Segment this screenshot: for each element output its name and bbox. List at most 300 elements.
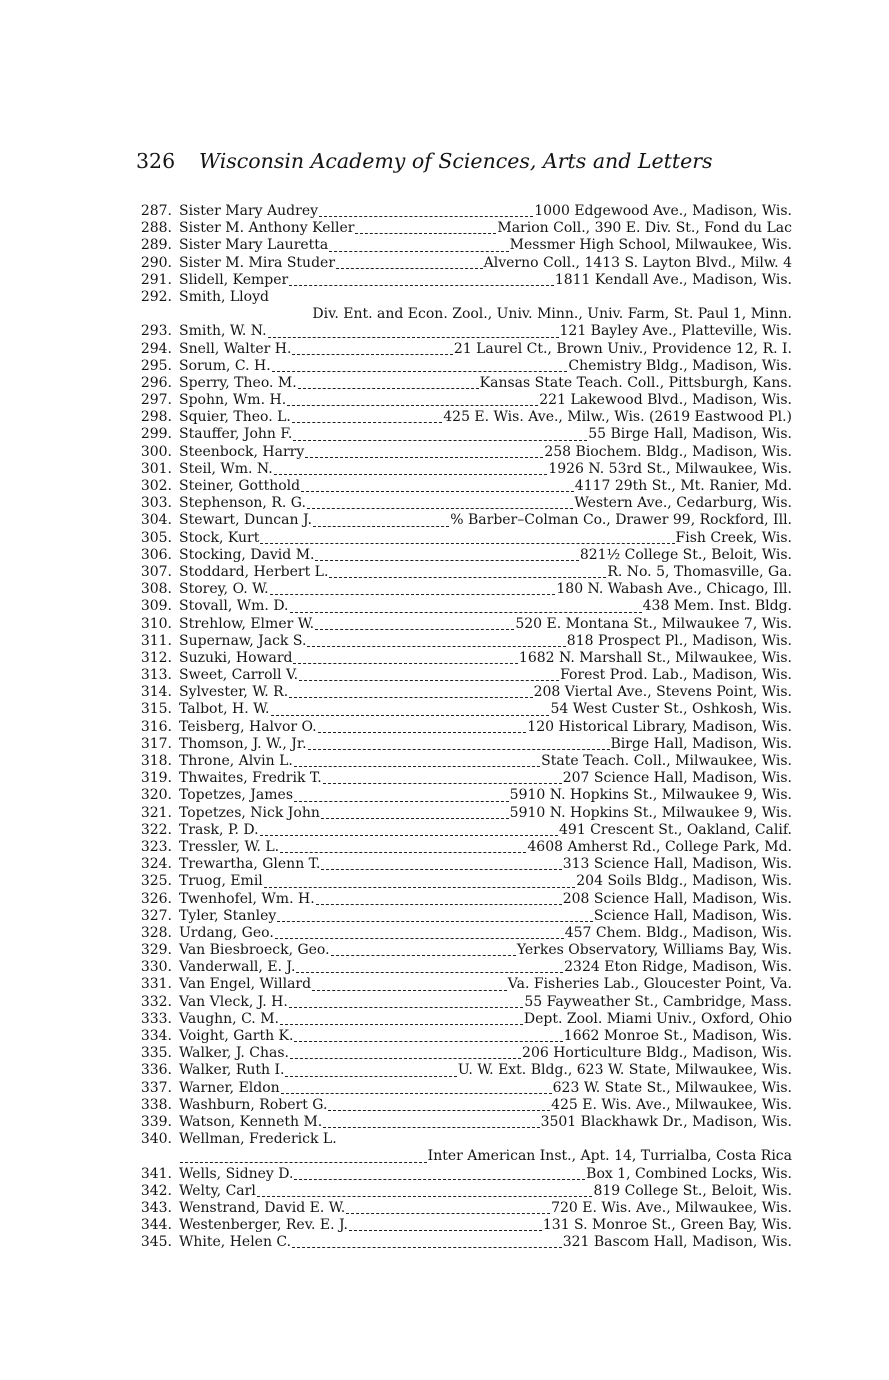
dot-leader [328, 1097, 550, 1114]
list-item [136, 822, 792, 839]
list-item [136, 289, 792, 323]
member-address: Chemistry Bldg., Madison, Wis. [568, 357, 792, 374]
member-address: 321 Bascom Hall, Madison, Wis. [562, 1234, 792, 1251]
member-name: Steil, Wm. N. [179, 460, 273, 477]
member-address: Kansas State Teach. Coll., Pittsburgh, Kans. [479, 374, 792, 391]
entry-line [179, 1114, 792, 1131]
member-name: Twenhofel, Wm. H. [179, 890, 315, 907]
member-name: Spohn, Wm. H. [179, 392, 287, 409]
entry-line [204, 306, 792, 323]
member-address: 120 Historical Library, Madison, Wis. [527, 718, 792, 735]
member-address: 206 Horticulture Bldg., Madison, Wis. [522, 1045, 792, 1062]
list-item [136, 426, 792, 443]
dot-leader [293, 650, 517, 667]
member-name: Squier, Theo. L. [179, 409, 291, 426]
entry-number: 321. [140, 804, 172, 821]
member-name: Urdang, Geo. [179, 924, 274, 941]
member-address: 720 E. Wis. Ave., Milwaukee, Wis. [551, 1199, 792, 1216]
entry-number: 299. [140, 426, 172, 443]
member-address: 819 College St., Beloit, Wis. [593, 1182, 792, 1199]
list-item [136, 650, 792, 667]
entry-number: 336. [140, 1062, 172, 1079]
member-address: 180 N. Wabash Ave., Chicago, Ill. [556, 581, 792, 598]
dot-leader [346, 1200, 550, 1217]
member-address: 1682 N. Marshall St., Milwaukee, Wis. [518, 649, 792, 666]
entry-number: 308. [140, 581, 172, 598]
entry-number: 322. [140, 821, 172, 838]
entry-number: 296. [140, 374, 172, 391]
entry-number: 300. [140, 443, 172, 460]
member-name: Throne, Alvin L. [179, 753, 293, 770]
list-item [136, 753, 792, 770]
member-name: Thomson, J. W., Jr. [179, 735, 307, 752]
list-item [136, 392, 792, 409]
dot-leader [277, 908, 593, 925]
dot-leader [294, 787, 509, 804]
entry-line [179, 461, 792, 478]
dot-leader [349, 1217, 542, 1234]
entry-line [179, 1183, 792, 1200]
member-name: Stock, Kurt [179, 529, 260, 546]
entry-line [179, 237, 792, 254]
member-address: 1926 N. 53rd St., Milwaukee, Wis. [548, 460, 792, 477]
dot-leader [298, 375, 479, 392]
entry-line [179, 289, 792, 306]
list-item [136, 1097, 792, 1114]
member-name: Tyler, Stanley [179, 907, 277, 924]
dot-leader [315, 616, 514, 633]
entry-line [179, 1200, 792, 1217]
member-name: Wells, Sidney D. [179, 1165, 294, 1182]
entry-number: 293. [140, 323, 172, 340]
entry-line [179, 220, 792, 237]
member-name: Vaughn, C. M. [179, 1010, 279, 1027]
entry-line [179, 976, 792, 993]
member-address: 1000 Edgewood Ave., Madison, Wis. [534, 203, 792, 219]
member-name: Steenbock, Harry [179, 443, 305, 460]
entry-number: 339. [140, 1113, 172, 1130]
entry-number: 288. [140, 220, 172, 237]
entry-number: 337. [140, 1079, 172, 1096]
member-name: Storey, O. W. [179, 581, 269, 598]
dot-leader [307, 495, 573, 512]
dot-leader [319, 203, 533, 220]
dot-leader [290, 1045, 521, 1062]
dot-leader [292, 409, 442, 426]
member-name: Stauffer, John F. [179, 426, 293, 443]
entry-number: 314. [140, 684, 172, 701]
member-name: Washburn, Robert G. [179, 1096, 328, 1113]
entry-number: 344. [140, 1217, 172, 1234]
entry-number: 292. [140, 288, 172, 305]
member-name: Tressler, W. L. [179, 838, 280, 855]
list-item [136, 1045, 792, 1062]
list-item [136, 598, 792, 615]
dot-leader [294, 1028, 562, 1045]
entry-line [179, 805, 792, 822]
member-address: 623 W. State St., Milwaukee, Wis. [552, 1079, 792, 1096]
list-item [136, 994, 792, 1011]
member-name: Warner, Eldon [179, 1079, 280, 1096]
list-item [136, 375, 792, 392]
list-item [136, 203, 792, 220]
dot-leader [312, 976, 507, 993]
dot-leader [274, 461, 548, 478]
dot-leader [296, 959, 563, 976]
list-item [136, 787, 792, 804]
entry-line [179, 1131, 792, 1148]
entry-line [179, 1028, 792, 1045]
member-name: Westenberger, Rev. E. J. [179, 1217, 348, 1234]
member-address: Forest Prod. Lab., Madison, Wis. [560, 667, 792, 684]
member-name: Wenstrand, David E. W. [179, 1199, 346, 1216]
member-name: Watson, Kenneth M. [179, 1113, 323, 1130]
list-item [136, 1217, 792, 1234]
dot-leader [289, 684, 532, 701]
member-address: 5910 N. Hopkins St., Milwaukee 9, Wis. [509, 804, 792, 821]
entry-number: 333. [140, 1010, 172, 1027]
entry-line [179, 1011, 792, 1028]
member-address: 55 Birge Hall, Madison, Wis. [588, 426, 792, 443]
entry-line [179, 375, 792, 392]
list-item [136, 1200, 792, 1217]
list-item [136, 908, 792, 925]
entry-line [179, 547, 792, 564]
dot-leader [313, 512, 449, 529]
member-name: Sweet, Carroll V. [179, 667, 299, 684]
member-address: 425 E. Wis. Ave., Milwaukee, Wis. [551, 1096, 792, 1113]
dot-leader [329, 564, 606, 581]
entry-line [179, 444, 792, 461]
entry-number: 295. [140, 357, 172, 374]
entry-line [179, 426, 792, 443]
list-item [136, 925, 792, 942]
member-address: 207 Science Hall, Madison, Wis. [562, 770, 792, 787]
list-item [136, 1166, 792, 1183]
list-item [136, 1080, 792, 1097]
list-item [136, 770, 792, 787]
member-list [136, 203, 792, 1251]
member-name: Strehlow, Elmer W. [179, 615, 315, 632]
list-item [136, 1183, 792, 1200]
entry-line [179, 736, 792, 753]
entry-line [179, 341, 792, 358]
list-item [136, 1062, 792, 1079]
dot-leader [290, 598, 642, 615]
entry-line [179, 203, 792, 220]
member-address: State Teach. Coll., Milwaukee, Wis. [541, 753, 792, 770]
member-address: 121 Bayley Ave., Platteville, Wis. [559, 323, 792, 340]
member-name: Vanderwall, E. J. [179, 959, 296, 976]
entry-number: 312. [140, 649, 172, 666]
member-name: Welty, Carl [179, 1182, 256, 1199]
entry-line [179, 1080, 792, 1097]
list-item [136, 959, 792, 976]
entry-line [179, 1166, 792, 1183]
member-address: 131 S. Monroe St., Green Bay, Wis. [542, 1217, 792, 1234]
list-item [136, 272, 792, 289]
entry-line [179, 770, 792, 787]
member-address: 4608 Amherst Rd., College Park, Md. [527, 838, 792, 855]
list-item [136, 805, 792, 822]
dot-leader [257, 1183, 593, 1200]
entry-line [179, 581, 792, 598]
member-address: 5910 N. Hopkins St., Milwaukee 9, Wis. [509, 787, 792, 804]
member-address: % Barber–Colman Co., Drawer 99, Rockford, Ill. [450, 512, 792, 529]
entry-line [179, 1062, 792, 1079]
member-name: Sylvester, W. R. [179, 684, 289, 701]
entry-number: 311. [140, 632, 172, 649]
list-item [136, 530, 792, 547]
entry-line [179, 787, 792, 804]
list-item [136, 736, 792, 753]
member-address: 54 West Custer St., Oshkosh, Wis. [550, 701, 792, 718]
entry-line [179, 323, 792, 340]
dot-leader [294, 753, 540, 770]
dot-leader [315, 547, 578, 564]
member-address: Science Hall, Madison, Wis. [593, 907, 792, 924]
entry-number: 304. [140, 512, 172, 529]
entry-number: 301. [140, 460, 172, 477]
list-item [136, 942, 792, 959]
entry-line [179, 908, 792, 925]
member-address: 258 Biochem. Bldg., Madison, Wis. [544, 443, 792, 460]
list-item [136, 1114, 792, 1131]
member-address: 457 Chem. Bldg., Madison, Wis. [564, 924, 792, 941]
entry-number: 332. [140, 993, 172, 1010]
entry-number: 320. [140, 787, 172, 804]
list-item [136, 976, 792, 993]
entry-number: 327. [140, 907, 172, 924]
list-item [136, 220, 792, 237]
entry-number: 345. [140, 1234, 172, 1251]
dot-leader [285, 1062, 456, 1079]
member-address: 208 Science Hall, Madison, Wis. [562, 890, 792, 907]
list-item [136, 547, 792, 564]
member-name: Smith, Lloyd [179, 288, 269, 305]
member-address: 520 E. Montana St., Milwaukee 7, Wis. [515, 615, 792, 632]
dot-leader [289, 994, 524, 1011]
entry-line [179, 701, 792, 718]
entry-number: 303. [140, 495, 172, 512]
list-item [136, 444, 792, 461]
dot-leader [287, 392, 538, 409]
member-name: Sister M. Anthony Keller [179, 220, 355, 237]
dot-leader [329, 237, 508, 254]
member-address: Dept. Zool. Miami Univ., Oxford, Ohio [523, 1010, 792, 1027]
member-name: Teisberg, Halvor O. [179, 718, 317, 735]
dot-leader [271, 701, 550, 718]
entry-number: 287. [140, 203, 172, 219]
member-name: Smith, W. N. [179, 323, 267, 340]
entry-line [179, 616, 792, 633]
entry-number: 319. [140, 770, 172, 787]
list-item [136, 616, 792, 633]
member-name: Thwaites, Fredrik T. [179, 770, 322, 787]
list-item [136, 667, 792, 684]
list-item [136, 1028, 792, 1045]
list-item [136, 1131, 792, 1165]
member-name: Wellman, Frederick L. [179, 1131, 337, 1148]
dot-leader [260, 822, 558, 839]
member-address: 313 Science Hall, Madison, Wis. [562, 856, 792, 873]
entry-line [179, 564, 792, 581]
member-name: Van Vleck, J. H. [179, 993, 288, 1010]
entry-line [179, 530, 792, 547]
page-number: 326 [136, 149, 176, 173]
list-item [136, 461, 792, 478]
member-address: 21 Laurel Ct., Brown Univ., Providence 12, R. I. [453, 340, 792, 357]
entry-line [179, 478, 792, 495]
entry-number: 307. [140, 563, 172, 580]
dot-leader [292, 341, 452, 358]
entry-number: 343. [140, 1199, 172, 1216]
member-name: Voight, Garth K. [179, 1028, 294, 1045]
member-address: 438 Mem. Inst. Bldg. [642, 598, 792, 615]
list-item [136, 323, 792, 340]
dot-leader [264, 873, 575, 890]
dot-leader [280, 839, 526, 856]
entry-line [179, 822, 792, 839]
member-name: Topetzes, James [179, 787, 294, 804]
list-item [136, 581, 792, 598]
entry-number: 313. [140, 667, 172, 684]
entry-number: 330. [140, 959, 172, 976]
member-name: Walker, Ruth I. [179, 1062, 285, 1079]
dot-leader [321, 805, 509, 822]
list-item [136, 701, 792, 718]
member-name: Stovall, Wm. D. [179, 598, 289, 615]
entry-line [179, 1045, 792, 1062]
entry-number: 305. [140, 529, 172, 546]
list-item [136, 684, 792, 701]
member-address: 4117 29th St., Mt. Ranier, Md. [574, 478, 792, 495]
running-title: Wisconsin Academy of Sciences, Arts and Letters [199, 149, 713, 173]
member-address: Messmer High School, Milwaukee, Wis. [509, 237, 792, 254]
member-address: 1662 Monroe St., Madison, Wis. [563, 1028, 792, 1045]
member-name: Suzuki, Howard [179, 649, 293, 666]
member-address: Marion Coll., 390 E. Div. St., Fond du Lac [497, 220, 792, 237]
list-item [136, 719, 792, 736]
member-name: Stephenson, R. G. [179, 495, 306, 512]
entry-line [179, 856, 792, 873]
member-name: Slidell, Kemper [179, 271, 289, 288]
member-name: Sperry, Theo. M. [179, 374, 297, 391]
list-item [136, 873, 792, 890]
member-address: Va. Fisheries Lab., Gloucester Point, Va. [507, 976, 792, 993]
entry-line [179, 959, 792, 976]
dot-leader [308, 736, 610, 753]
entry-line [179, 667, 792, 684]
list-item [136, 512, 792, 529]
member-name: Talbot, H. W. [179, 701, 270, 718]
member-name: Supernaw, Jack S. [179, 632, 307, 649]
entry-line [179, 994, 792, 1011]
member-name: Sister Mary Audrey [179, 203, 319, 219]
list-item [136, 255, 792, 272]
dot-leader [260, 530, 674, 547]
member-name: Stocking, David M. [179, 546, 315, 563]
dot-leader [307, 633, 565, 650]
member-name: Sorum, C. H. [179, 357, 271, 374]
dot-leader [321, 856, 561, 873]
dot-leader [180, 1148, 427, 1165]
entry-number: 329. [140, 942, 172, 959]
member-name: Truog, Emil [179, 873, 263, 890]
dot-leader [289, 272, 554, 289]
member-address: 204 Soils Bldg., Madison, Wis. [576, 873, 792, 890]
entry-line [179, 684, 792, 701]
member-address: 425 E. Wis. Ave., Milw., Wis. (2619 Eastwood Pl.) [443, 409, 792, 426]
member-address: 821½ College St., Beloit, Wis. [579, 546, 792, 563]
entry-number: 291. [140, 271, 172, 288]
member-address: 1811 Kendall Ave., Madison, Wis. [554, 271, 792, 288]
dot-leader [270, 581, 556, 598]
entry-line [179, 891, 792, 908]
entry-line [179, 598, 792, 615]
member-name: Van Biesbroeck, Geo. [179, 942, 330, 959]
entry-number: 326. [140, 890, 172, 907]
member-name: Snell, Walter H. [179, 340, 292, 357]
dot-leader [336, 255, 483, 272]
list-item [136, 891, 792, 908]
member-address: Western Ave., Cedarburg, Wis. [574, 495, 792, 512]
entry-line [179, 1217, 792, 1234]
entry-line [179, 839, 792, 856]
member-address: 3501 Blackhawk Dr., Madison, Wis. [540, 1113, 792, 1130]
entry-number: 298. [140, 409, 172, 426]
member-name: Stoddard, Herbert L. [179, 563, 329, 580]
member-name: Walker, J. Chas. [179, 1045, 289, 1062]
member-address: Birge Hall, Madison, Wis. [610, 735, 792, 752]
member-name: Sister Mary Lauretta [179, 237, 329, 254]
member-address: 491 Crescent St., Oakland, Calif. [559, 821, 792, 838]
entry-line [179, 512, 792, 529]
entry-number: 309. [140, 598, 172, 615]
entry-number: 318. [140, 753, 172, 770]
member-address: Fish Creek, Wis. [675, 529, 792, 546]
member-address: 208 Viertal Ave., Stevens Point, Wis. [533, 684, 792, 701]
member-address: 221 Lakewood Blvd., Madison, Wis. [539, 392, 792, 409]
member-address: R. No. 5, Thomasville, Ga. [607, 563, 792, 580]
entry-line [179, 873, 792, 890]
page-header [136, 146, 796, 176]
member-address: 2324 Eton Ridge, Madison, Wis. [564, 959, 792, 976]
member-name: Van Engel, Willard [179, 976, 312, 993]
member-name: Steiner, Gotthold [179, 478, 301, 495]
dot-leader [292, 1234, 562, 1251]
member-address: U. W. Ext. Bldg., 623 W. State, Milwaukee, Wis. [457, 1062, 792, 1079]
dot-leader [299, 667, 559, 684]
dot-leader [272, 358, 568, 375]
entry-number: 317. [140, 735, 172, 752]
entry-line [179, 925, 792, 942]
entry-number: 342. [140, 1182, 172, 1199]
entry-line [179, 1148, 792, 1165]
member-address: 818 Prospect Pl., Madison, Wis. [566, 632, 792, 649]
entry-number: 297. [140, 392, 172, 409]
entry-number: 328. [140, 924, 172, 941]
entry-number: 338. [140, 1096, 172, 1113]
entry-number: 325. [140, 873, 172, 890]
member-address: Inter American Inst., Apt. 14, Turrialba, Costa Rica [427, 1148, 792, 1165]
list-item [136, 1011, 792, 1028]
entry-line [179, 255, 792, 272]
entry-line [179, 633, 792, 650]
entry-line [179, 719, 792, 736]
dot-leader [294, 1166, 585, 1183]
list-item [136, 633, 792, 650]
